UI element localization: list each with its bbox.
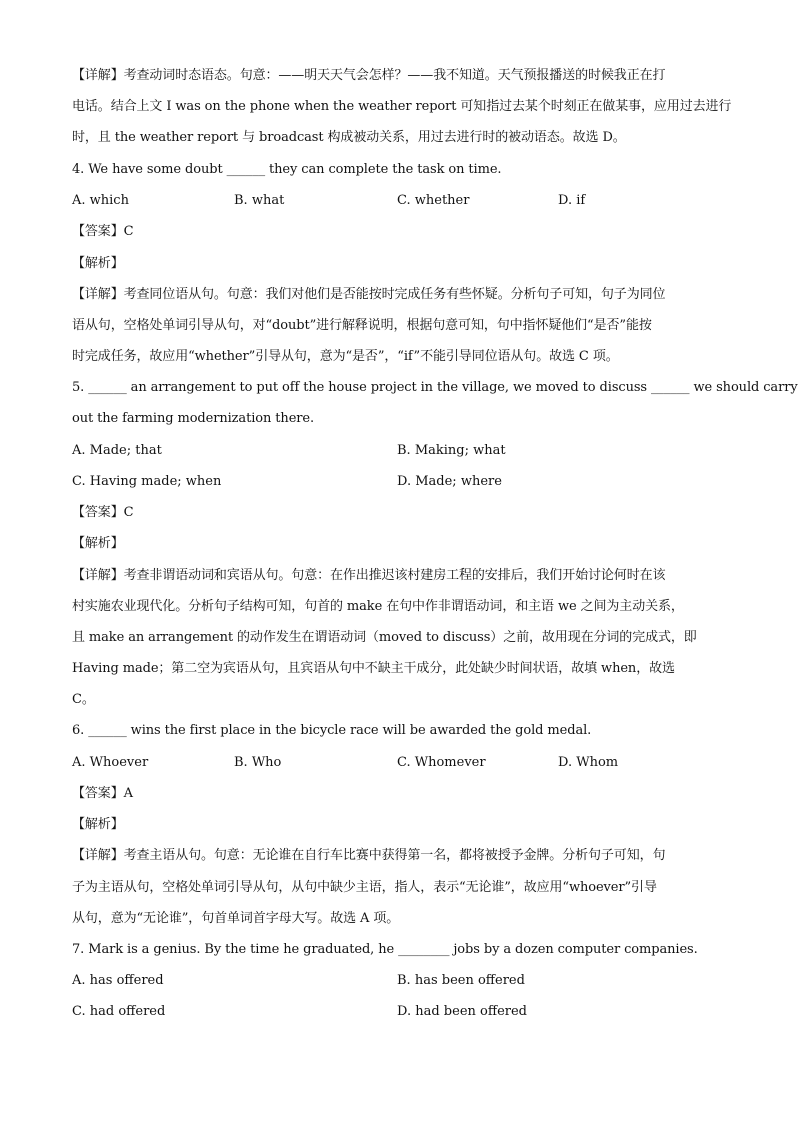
explanation-q4-line-3: 时完成任务，故应用“whether”引导从句，意为“是否”，“if”不能引导同位语从句。故选 C 项。	[72, 349, 619, 364]
q4-option-b: B. what	[234, 193, 285, 208]
explanation-q3-line-3: 时，且 the weather report 与 broadcast 构成被动关系，用过去进行时的被动语态。故选 D。	[72, 130, 626, 145]
q7-option-c: C. had offered	[72, 1004, 166, 1019]
explanation-q3-line-2: 电话。结合上文 I was on the phone when the weather report 可知指过去某个时刻正在做某事，应用过去进行	[72, 99, 732, 114]
q5-option-b: B. Making; what	[397, 443, 506, 458]
q5-analysis-label: 【解析】	[72, 536, 124, 551]
q4-option-d: D. if	[558, 193, 586, 208]
explanation-q4-line-2: 语从句，空格处单词引导从句，对“doubt”进行解释说明，根据句意可知，句中指怀疑他们“是否”能按	[72, 318, 652, 333]
question-5-line-2: out the farming modernization there.	[72, 411, 315, 426]
q6-answer: 【答案】A	[72, 786, 133, 801]
q4-analysis-label: 【解析】	[72, 256, 124, 271]
explanation-q4-line-1: 【详解】考查同位语从句。句意：我们对他们是否能按时完成任务有些怀疑。分析句子可知，句子为同位	[72, 287, 666, 302]
q5-option-d: D. Made; where	[397, 474, 502, 489]
explanation-q5-line-4: Having made；第二空为宾语从句，且宾语从句中不缺主干成分，此处缺少时间状语，故填 when，故选	[72, 661, 675, 676]
question-5-line-1: 5. ______ an arrangement to put off the house project in the village, we moved to discuss ______ we should carry	[72, 380, 798, 395]
q6-analysis-label: 【解析】	[72, 817, 124, 832]
explanation-q3-line-1: 【详解】考查动词时态语态。句意：——明天天气会怎样？——我不知道。天气预报播送的时候我正在打	[72, 68, 666, 83]
q7-option-a: A. has offered	[72, 973, 164, 988]
explanation-q6-line-3: 从句，意为“无论谁”，句首单词首字母大写。故选 A 项。	[72, 911, 400, 926]
q6-option-d: D. Whom	[558, 755, 619, 770]
explanation-q6-line-1: 【详解】考查主语从句。句意：无论谁在自行车比赛中获得第一名，都将被授予金牌。分析句子可知，句	[72, 848, 666, 863]
q6-option-a: A. Whoever	[72, 755, 149, 770]
explanation-q5-line-1: 【详解】考查非谓语动词和宾语从句。句意：在作出推迟该村建房工程的安排后，我们开始讨论何时在该	[72, 568, 666, 583]
question-6: 6. ______ wins the first place in the bicycle race will be awarded the gold medal.	[72, 723, 592, 738]
explanation-q5-line-5: C。	[72, 692, 95, 707]
q4-answer: 【答案】C	[72, 224, 134, 239]
q4-option-a: A. which	[72, 193, 129, 208]
explanation-q5-line-2: 村实施农业现代化。分析句子结构可知，句首的 make 在句中作非谓语动词，和主语 we 之间为主动关系，	[72, 599, 684, 614]
q7-option-b: B. has been offered	[397, 973, 525, 988]
explanation-q6-line-2: 子为主语从句，空格处单词引导从句，从句中缺少主语，指人，表示“无论谁”，故应用“whoever”引导	[72, 880, 657, 895]
question-7: 7. Mark is a genius. By the time he graduated, he ________ jobs by a dozen computer companies.	[72, 942, 698, 957]
q5-option-c: C. Having made; when	[72, 474, 222, 489]
q6-option-c: C. Whomever	[397, 755, 486, 770]
q5-option-a: A. Made; that	[72, 443, 162, 458]
q7-option-d: D. had been offered	[397, 1004, 527, 1019]
q6-option-b: B. Who	[234, 755, 282, 770]
explanation-q5-line-3: 且 make an arrangement 的动作发生在谓语动词（moved to discuss）之前，故用现在分词的完成式，即	[72, 630, 697, 645]
q5-answer: 【答案】C	[72, 505, 134, 520]
question-4: 4. We have some doubt ______ they can complete the task on time.	[72, 162, 502, 177]
q4-option-c: C. whether	[397, 193, 470, 208]
